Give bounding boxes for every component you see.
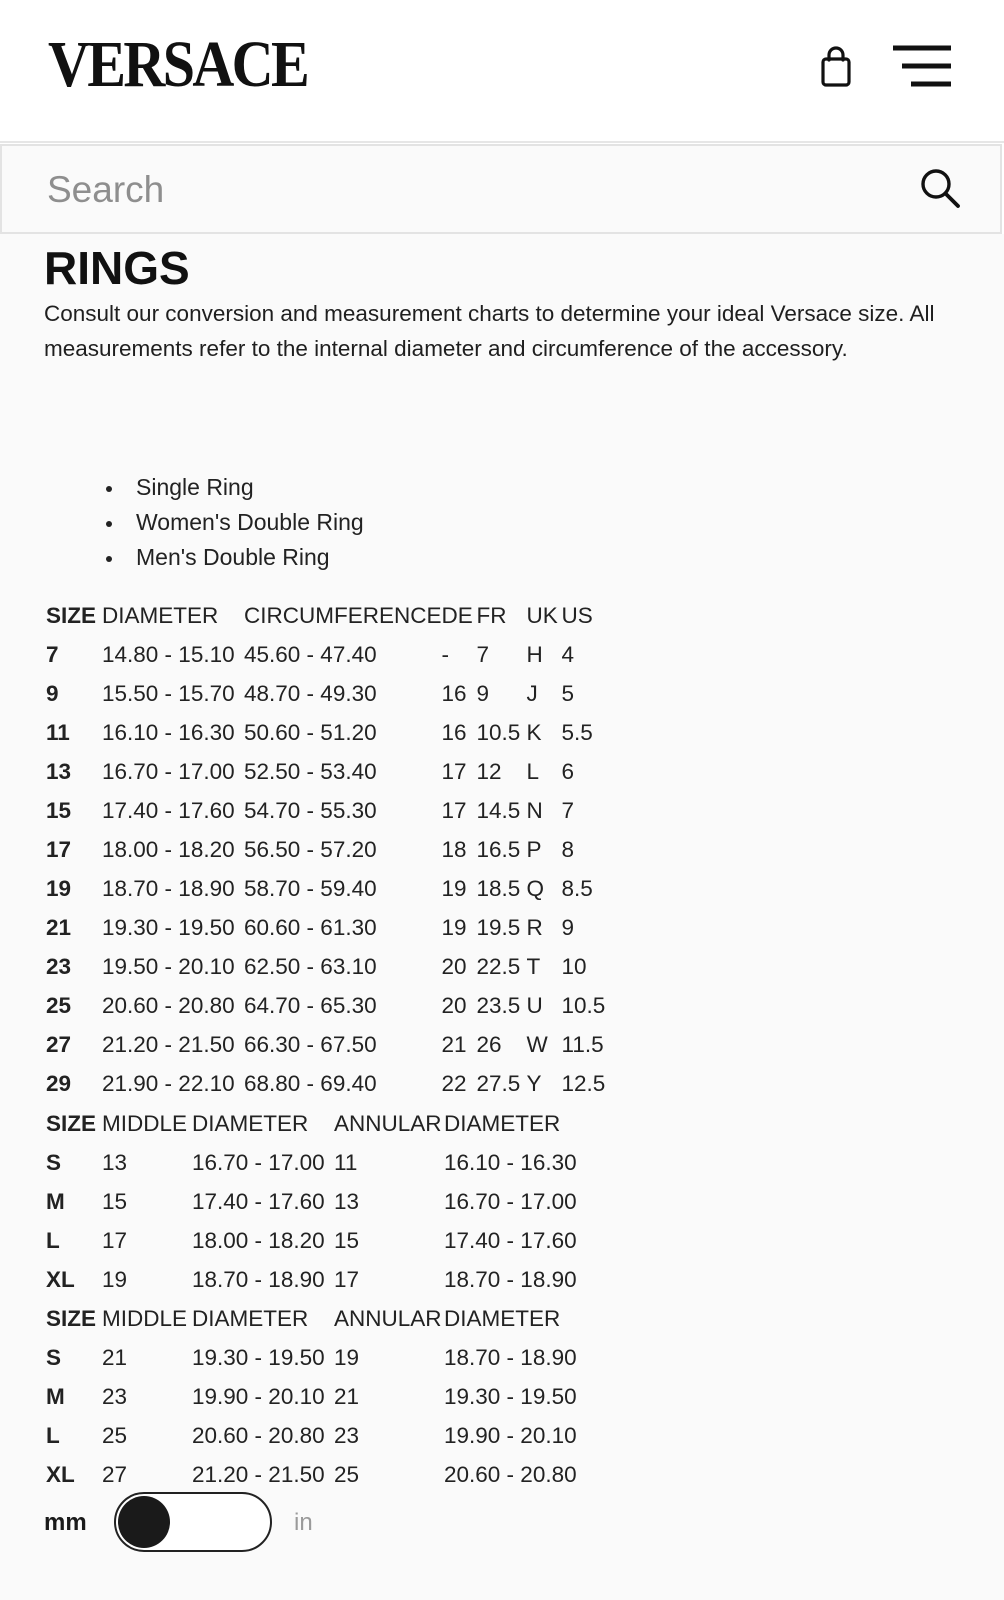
table-row	[46, 1221, 604, 1260]
table-cell: 66.30 - 67.50	[244, 1032, 377, 1057]
table-cell: 17.40 - 17.60	[444, 1228, 577, 1253]
size-cell: M	[46, 1384, 65, 1409]
table-cell: 16.70 - 17.00	[444, 1189, 577, 1214]
ring-type-list	[104, 470, 364, 575]
size-cell: 25	[46, 993, 72, 1018]
size-cell: L	[46, 1228, 60, 1253]
size-cell: 13	[46, 759, 72, 784]
table-cell: 17	[441, 798, 467, 823]
header-fr: FR	[476, 603, 507, 628]
header-us: US	[561, 603, 593, 628]
header-size: SIZE	[46, 603, 97, 628]
table-cell: 5.5	[561, 720, 593, 745]
header-annular: ANNULAR	[334, 1111, 442, 1136]
header-annular-diameter: DIAMETER	[444, 1306, 561, 1331]
table-cell: 23	[334, 1423, 360, 1448]
table-cell: 16.10 - 16.30	[444, 1150, 577, 1175]
table-cell: 8.5	[561, 876, 593, 901]
header-middle: MIDDLE	[102, 1306, 188, 1331]
table-cell: 18.5	[476, 876, 521, 901]
header-diameter: DIAMETER	[102, 603, 219, 628]
size-cell: S	[46, 1345, 62, 1370]
mens-double-ring-size-table	[46, 1299, 604, 1494]
header-size: SIZE	[46, 1111, 97, 1136]
ring-type-single[interactable]: Single Ring	[104, 470, 364, 505]
table-cell: 19.30 - 19.50	[444, 1384, 577, 1409]
table-cell: 21.20 - 21.50	[192, 1462, 325, 1487]
ring-type-womens-double[interactable]: Women's Double Ring	[104, 505, 364, 540]
table-cell: 20.60 - 20.80	[192, 1423, 325, 1448]
table-cell: U	[526, 993, 543, 1018]
table-row	[46, 1143, 604, 1182]
table-cell: 10.5	[476, 720, 521, 745]
table-cell: 16	[441, 720, 467, 745]
table-cell: 9	[476, 681, 490, 706]
unit-label-mm[interactable]: mm	[44, 1509, 87, 1536]
unit-toggle-switch[interactable]	[114, 1492, 272, 1552]
table-row	[46, 1455, 604, 1494]
table-row	[46, 1064, 612, 1103]
table-cell: 4	[561, 642, 575, 667]
table-cell: 7	[476, 642, 490, 667]
table-cell: 19	[441, 876, 467, 901]
size-cell: 29	[46, 1071, 72, 1096]
table-cell: 5	[561, 681, 575, 706]
table-cell: 19.50 - 20.10	[102, 954, 235, 979]
table-cell: 27	[102, 1462, 128, 1487]
size-cell: 17	[46, 837, 72, 862]
header-middle: MIDDLE	[102, 1111, 188, 1136]
header-circumference: CIRCUMFERENCE	[244, 603, 442, 628]
table-cell: 23	[102, 1384, 128, 1409]
table-cell: 21	[441, 1032, 467, 1057]
table-cell: 16.5	[476, 837, 521, 862]
search-icon[interactable]	[918, 166, 962, 210]
table-row	[46, 908, 612, 947]
table-cell: 13	[102, 1150, 128, 1175]
shopping-bag-icon[interactable]	[820, 46, 852, 88]
table-cell: 25	[334, 1462, 360, 1487]
table-row	[46, 869, 612, 908]
table-cell: 64.70 - 65.30	[244, 993, 377, 1018]
table-cell: 18	[441, 837, 467, 862]
table-cell: 52.50 - 53.40	[244, 759, 377, 784]
womens-double-ring-size-table	[46, 1104, 604, 1299]
table-cell: Y	[526, 1071, 542, 1096]
table-cell: 58.70 - 59.40	[244, 876, 377, 901]
table-cell: 16.70 - 17.00	[192, 1150, 325, 1175]
table-cell: 8	[561, 837, 575, 862]
table-cell: 16.10 - 16.30	[102, 720, 235, 745]
table-cell: 20.60 - 20.80	[444, 1462, 577, 1487]
table-header-row	[46, 596, 612, 635]
table-cell: 48.70 - 49.30	[244, 681, 377, 706]
size-cell: 11	[46, 720, 70, 745]
hamburger-menu-icon[interactable]	[893, 44, 953, 90]
header-de: DE	[441, 603, 473, 628]
table-row	[46, 986, 612, 1025]
table-cell: 11.5	[561, 1032, 604, 1057]
page-title: RINGS	[44, 242, 190, 294]
header-uk: UK	[526, 603, 558, 628]
unit-label-in[interactable]: in	[294, 1509, 313, 1536]
table-cell: N	[526, 798, 543, 823]
table-row	[46, 1182, 604, 1221]
table-cell: 14.5	[476, 798, 521, 823]
table-cell: 20.60 - 20.80	[102, 993, 235, 1018]
table-cell: 10.5	[561, 993, 606, 1018]
table-cell: 20	[441, 954, 467, 979]
table-cell: J	[526, 681, 538, 706]
size-cell: 19	[46, 876, 72, 901]
table-cell: 16.70 - 17.00	[102, 759, 235, 784]
table-cell: 19	[102, 1267, 128, 1292]
size-cell: 7	[46, 642, 59, 667]
table-row	[46, 830, 612, 869]
header-annular: ANNULAR	[334, 1306, 442, 1331]
size-cell: 23	[46, 954, 72, 979]
header-middle-diameter: DIAMETER	[192, 1306, 309, 1331]
intro-text: Consult our conversion and measurement charts to determine your ideal Versace size. All measurements refer to the internal diameter and circumference of the accessory.	[44, 301, 935, 361]
table-cell: 54.70 - 55.30	[244, 798, 377, 823]
table-cell: 50.60 - 51.20	[244, 720, 377, 745]
table-cell: 12.5	[561, 1071, 606, 1096]
table-row	[46, 791, 612, 830]
table-header-row	[46, 1299, 604, 1338]
size-cell: XL	[46, 1462, 75, 1487]
table-cell: 6	[561, 759, 575, 784]
size-cell: M	[46, 1189, 65, 1214]
table-cell: 19.30 - 19.50	[192, 1345, 325, 1370]
table-row	[46, 713, 612, 752]
table-cell: 17	[441, 759, 467, 784]
table-cell: 56.50 - 57.20	[244, 837, 377, 862]
table-cell: 26	[476, 1032, 502, 1057]
header-size: SIZE	[46, 1306, 97, 1331]
table-cell: 17	[102, 1228, 128, 1253]
table-cell: 18.70 - 18.90	[102, 876, 235, 901]
ring-type-mens-double[interactable]: Men's Double Ring	[104, 540, 364, 575]
single-ring-size-table	[46, 596, 612, 1103]
header-middle-diameter: DIAMETER	[192, 1111, 309, 1136]
table-cell: 17.40 - 17.60	[192, 1189, 325, 1214]
header-annular-diameter: DIAMETER	[444, 1111, 561, 1136]
table-cell: 27.5	[476, 1071, 521, 1096]
table-cell: T	[526, 954, 541, 979]
main-content	[0, 234, 1004, 1600]
table-cell: 18.00 - 18.20	[102, 837, 235, 862]
table-cell: 17	[334, 1267, 360, 1292]
table-row	[46, 674, 612, 713]
table-cell: 7	[561, 798, 575, 823]
table-row	[46, 1260, 604, 1299]
table-cell: 18.00 - 18.20	[192, 1228, 325, 1253]
size-cell: 9	[46, 681, 59, 706]
unit-toggle-row	[44, 1492, 444, 1558]
table-cell: 18.70 - 18.90	[444, 1267, 577, 1292]
size-cell: 27	[46, 1032, 72, 1057]
table-cell: 18.70 - 18.90	[192, 1267, 325, 1292]
table-cell: 15.50 - 15.70	[102, 681, 235, 706]
table-cell: H	[526, 642, 543, 667]
table-row	[46, 1416, 604, 1455]
table-row	[46, 635, 612, 674]
table-cell: P	[526, 837, 542, 862]
table-cell: 19.5	[476, 915, 521, 940]
table-cell: K	[526, 720, 542, 745]
size-cell: XL	[46, 1267, 75, 1292]
table-row	[46, 752, 612, 791]
size-cell: L	[46, 1423, 60, 1448]
table-cell: 19.30 - 19.50	[102, 915, 235, 940]
table-cell: 23.5	[476, 993, 521, 1018]
table-cell: 20	[441, 993, 467, 1018]
table-cell: W	[526, 1032, 548, 1057]
table-cell: -	[441, 642, 450, 667]
size-cell: 15	[46, 798, 72, 823]
table-cell: 18.70 - 18.90	[444, 1345, 577, 1370]
table-cell: 14.80 - 15.10	[102, 642, 235, 667]
table-cell: 22	[441, 1071, 467, 1096]
table-cell: 60.60 - 61.30	[244, 915, 377, 940]
table-cell: 62.50 - 63.10	[244, 954, 377, 979]
table-cell: 45.60 - 47.40	[244, 642, 377, 667]
table-cell: 19.90 - 20.10	[192, 1384, 325, 1409]
versace-logo[interactable]: VERSACE	[48, 28, 308, 101]
size-cell: S	[46, 1150, 62, 1175]
table-cell: 22.5	[476, 954, 521, 979]
table-row	[46, 1025, 612, 1064]
table-cell: 11	[334, 1150, 358, 1175]
size-cell: 21	[46, 915, 72, 940]
table-cell: R	[526, 915, 543, 940]
table-row	[46, 947, 612, 986]
table-cell: 21.20 - 21.50	[102, 1032, 235, 1057]
table-cell: 19	[334, 1345, 360, 1370]
table-cell: 21	[334, 1384, 360, 1409]
table-cell: 15	[334, 1228, 360, 1253]
table-cell: 21.90 - 22.10	[102, 1071, 235, 1096]
table-cell: 9	[561, 915, 575, 940]
table-cell: 12	[476, 759, 502, 784]
toggle-knob[interactable]	[118, 1496, 170, 1548]
search-input[interactable]	[47, 164, 847, 216]
table-cell: L	[526, 759, 540, 784]
table-cell: 15	[102, 1189, 128, 1214]
table-cell: 13	[334, 1189, 360, 1214]
table-cell: 25	[102, 1423, 128, 1448]
table-cell: 21	[102, 1345, 128, 1370]
table-cell: 19.90 - 20.10	[444, 1423, 577, 1448]
table-cell: 68.80 - 69.40	[244, 1071, 377, 1096]
table-cell: 19	[441, 915, 467, 940]
table-cell: 10	[561, 954, 587, 979]
table-header-row	[46, 1104, 604, 1143]
table-cell: 17.40 - 17.60	[102, 798, 235, 823]
table-row	[46, 1338, 604, 1377]
site-header	[0, 0, 1004, 143]
search-bar	[0, 144, 1002, 234]
table-cell: 16	[441, 681, 467, 706]
table-cell: Q	[526, 876, 545, 901]
table-row	[46, 1377, 604, 1416]
